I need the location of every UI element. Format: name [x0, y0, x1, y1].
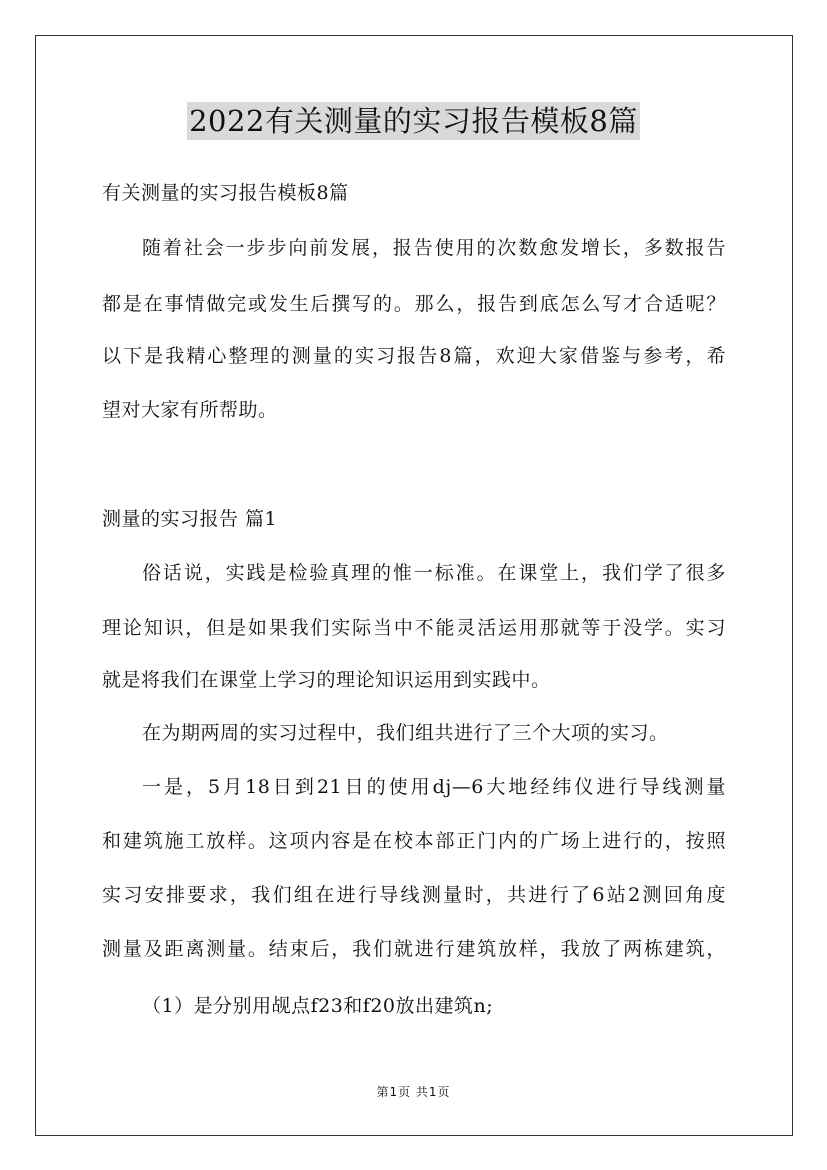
intro-line-1: 随着社会一步步向前发展，报告使用的次数愈发增长，多数报告	[142, 237, 726, 259]
page-footer: 第1页 共1页	[376, 1085, 451, 1099]
document-title: 2022有关测量的实习报告模板8篇	[189, 104, 638, 138]
para1-line-3: 就是将我们在课堂上学习的理论知识运用到实践中。	[102, 669, 551, 691]
para3-line-1: 一是，5月18日到21日的使用dj—6大地经纬仪进行导线测量	[142, 776, 726, 798]
para1-line-1: 俗话说，实践是检验真理的惟一标准。在课堂上，我们学了很多	[142, 562, 726, 584]
para3-line-3: 实习安排要求，我们组在进行导线测量时，共进行了6站2测回角度	[102, 884, 726, 906]
title-container	[0, 102, 827, 140]
para3-line-2: 和建筑施工放样。这项内容是在校本部正门内的广场上进行的，按照	[102, 830, 726, 852]
intro-line-4: 望对大家有所帮助。	[102, 399, 278, 421]
section-heading: 测量的实习报告 篇1	[102, 508, 278, 530]
para2-line: 在为期两周的实习过程中，我们组共进行了三个大项的实习。	[142, 722, 669, 744]
para3-line-4: 测量及距离测量。结束后，我们就进行建筑放样，我放了两栋建筑，	[102, 938, 726, 960]
para1-line-2: 理论知识，但是如果我们实际当中不能灵活运用那就等于没学。实习	[102, 617, 726, 639]
list-item-1: （1）是分别用觇点f23和f20放出建筑n;	[142, 995, 494, 1017]
intro-line-2: 都是在事情做完或发生后撰写的。那么，报告到底怎么写才合适呢？	[102, 293, 726, 315]
document-subtitle: 有关测量的实习报告模板8篇	[102, 182, 349, 204]
intro-line-3: 以下是我精心整理的测量的实习报告8篇，欢迎大家借鉴与参考，希	[102, 345, 726, 367]
